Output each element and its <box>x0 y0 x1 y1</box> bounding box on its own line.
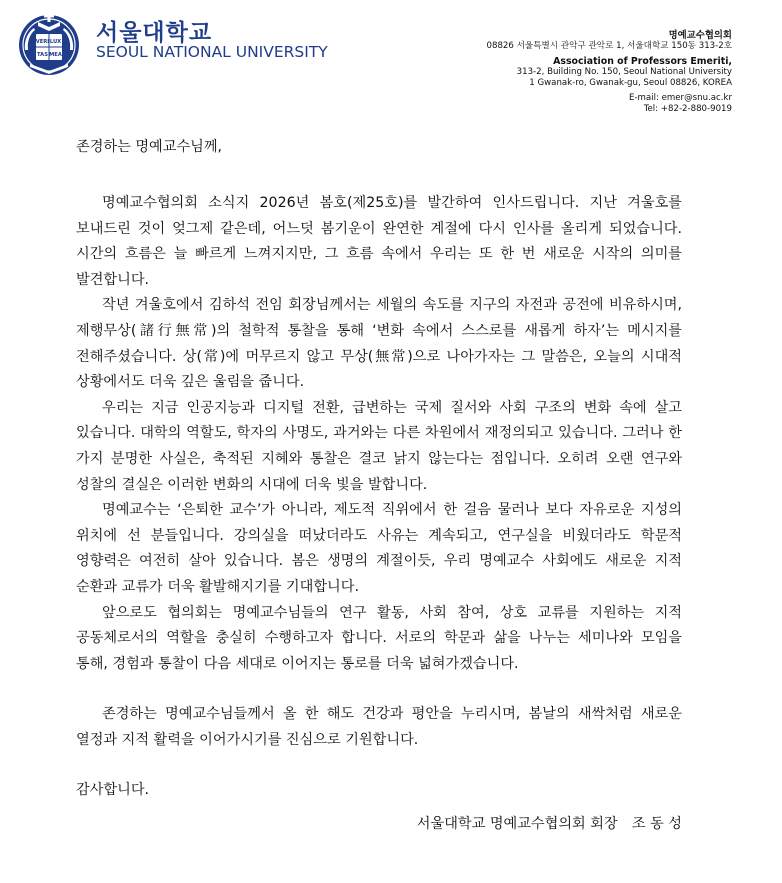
letter-paragraph: 작년 겨울호에서 김하석 전임 회장님께서는 세월의 속도를 지구의 자전과 공전에 비유하시며, 제행무상(諸行無常)의 철학적 통찰을 통해 ‘변화 속에서 스스로를 새롭게 하자’는 메시지를 전해주셨습니다. 상(常)에 머무르지 않고 무상(無常)으로 나아가자는 그 말씀은, 오늘의 시대적 상황에서도 더욱 깊은 울림을 줍니다. <box>76 297 682 391</box>
university-name-en: SEOUL NATIONAL UNIVERSITY <box>96 43 328 61</box>
email-link[interactable]: E-mail: emer@snu.ac.kr <box>629 93 732 103</box>
emblem-letter: VERI <box>35 39 50 45</box>
address-en-line-1: 313-2, Building No. 150, Seoul National University <box>516 67 732 77</box>
snu-emblem-icon <box>16 10 82 76</box>
letter-body <box>76 134 682 837</box>
emblem-letter: TAS <box>37 52 48 58</box>
org-name-en: Association of Professors Emeriti, <box>553 56 732 67</box>
address-ko: 08826 서울특별시 관악구 관악로 1, 서울대학교 150동 313-2호 <box>486 41 732 51</box>
letter-paragraph: 앞으로도 협의회는 명예교수님들의 연구 활동, 사회 참여, 상호 교류를 지원하는 지적 공동체로서의 역할을 충실히 수행하고자 합니다. 서로의 학문과 삶을 나누는 세미나와 모임을 통해, 경험과 통찰이 다음 세대로 이어지는 통로를 더욱 넓혀가겠습니다. <box>76 604 682 672</box>
emblem-letter: LUX <box>49 39 62 45</box>
closing-paragraph: 존경하는 명예교수님들께서 올 한 해도 건강과 평안을 누리시며, 봄날의 새싹처럼 새로운 열정과 지적 활력을 이어가시기를 진심으로 기원합니다. <box>76 706 682 748</box>
letter-paragraph: 우리는 지금 인공지능과 디지털 전환, 급변하는 국제 질서와 사회 구조의 변화 속에 살고 있습니다. 대학의 역할도, 학자의 사명도, 과거와는 다른 차원에서 재정의되고 있습니다. 그러나 한 가지 분명한 사실은, 축적된 지혜와 통찰은 결코 낡지 않는다는 점입니다. 오히려 오랜 연구와 성찰의 결실은 이러한 변화의 시대에 더욱 빛을 발합니다. <box>76 399 682 493</box>
phone-number: Tel: +82-2-880-9019 <box>643 104 732 114</box>
letter-paragraph: 명예교수는 ‘은퇴한 교수’가 아니라, 제도적 직위에서 한 걸음 물러나 보다 자유로운 지성의 위치에 선 분들입니다. 강의실을 떠났더라도 사유는 계속되고, 연구실을 비웠더라도 학문적 영향력은 여전히 살아 있습니다. 봄은 생명의 계절이듯, 우리 명예교수 사회에도 새로운 지적 순환과 교류가 더욱 활발해지기를 기대합니다. <box>76 502 682 595</box>
emblem-letter: MEA <box>49 52 62 58</box>
letter-paragraph: 명예교수협의회 소식지 2026년 봄호(제25호)를 발간하여 인사드립니다. 지난 겨울호를 보내드린 것이 엊그제 같은데, 어느덧 봄기운이 완연한 계절에 다시 인사를 올리게 되었습니다. 시간의 흐름은 늘 빠르게 느껴지지만, 그 흐름 속에서 우리는 또 한 번 새로운 시작의 의미를 발견합니다. <box>76 195 682 288</box>
signature-line: 서울대학교 명예교수협의회 회장 조 동 성 <box>416 816 682 833</box>
letterhead <box>0 0 782 130</box>
org-name-ko: 명예교수협의회 <box>668 30 732 41</box>
address-en-line-2: 1 Gwanak-ro, Gwanak-gu, Seoul 08826, KOREA <box>529 78 732 88</box>
contact-block <box>487 30 732 115</box>
university-name-ko: 서울대학교 <box>96 20 213 46</box>
thanks-line: 감사합니다. <box>76 782 150 799</box>
salutation: 존경하는 명예교수님께, <box>76 139 223 155</box>
